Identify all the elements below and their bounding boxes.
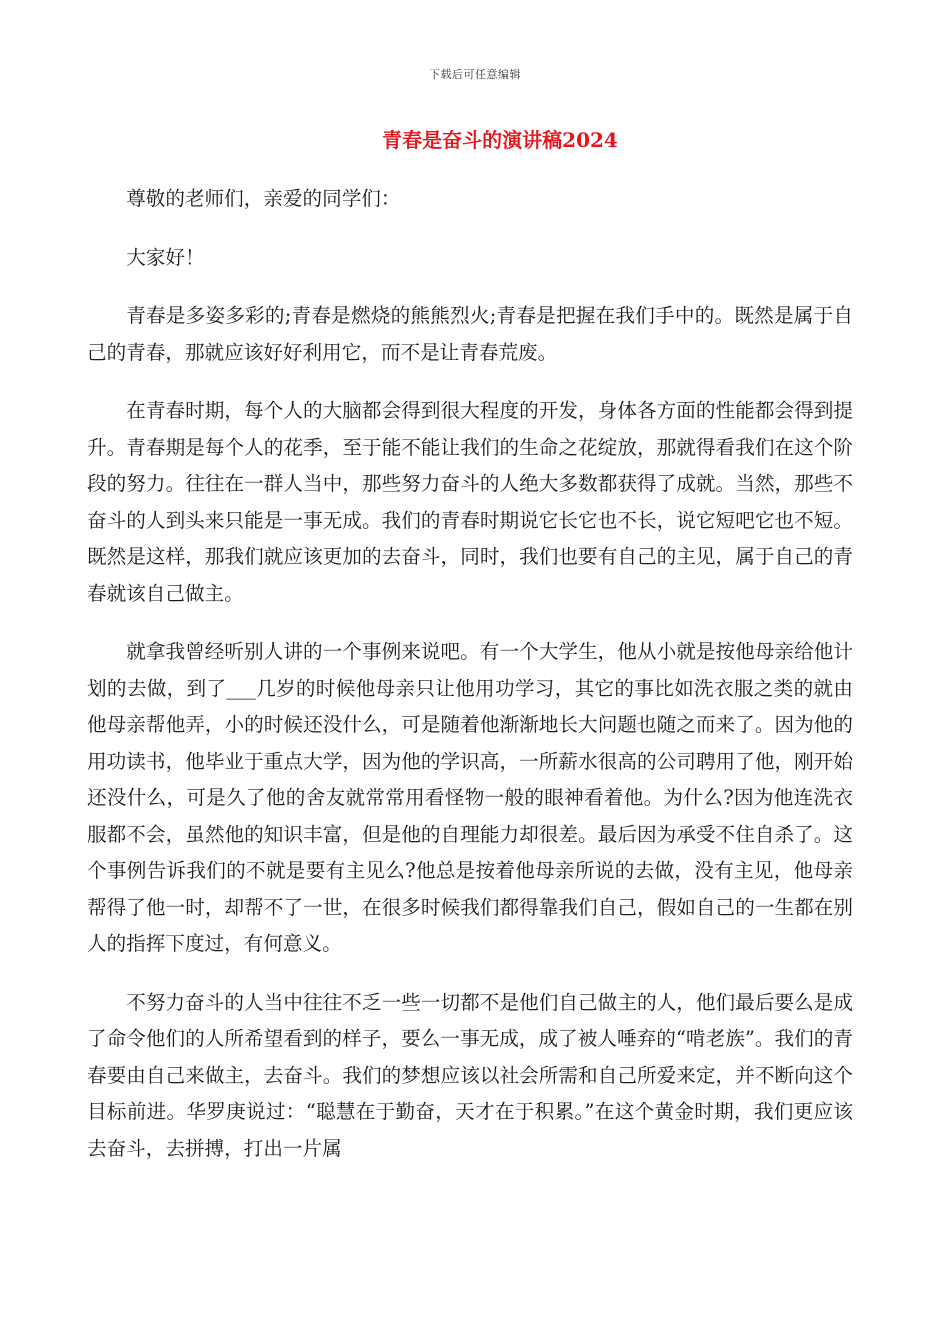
body-paragraph: 就拿我曾经听别人讲的一个事例来说吧。有一个大学生，他从小就是按他母亲给他计划的去做，到了___几岁的时候他母亲只让他用功学习，其它的事比如洗衣服之类的就由他母亲帮他弄，小的时候还没什么，可是随着他渐渐地长大问题也随之而来了。因为他的用功读书，他毕业于重点大学，因为他的学识高，一所薪水很高的公司聘用了他，刚开始还没什么，可是久了他的舍友就常常用看怪物一般的眼神看着他。为什么?因为他连洗衣服都不会，虽然他的知识丰富，但是他的自理能力却很差。最后因为承受不住自杀了。这个事例告诉我们的不就是要有主见么?他总是按着他母亲所说的去做，没有主见，他母亲帮得了他一时，却帮不了一世，在很多时候我们都得靠我们自己，假如自己的一生都在别人的指挥下度过，有何意义。 <box>87 640 853 955</box>
body-paragraph: 不努力奋斗的人当中往往不乏一些一切都不是他们自己做主的人，他们最后要么是成了命令他们的人所希望看到的样子，要么一事无成，成了被人唾弃的“啃老族”。我们的青春要由自己来做主，去奋斗。我们的梦想应该以社会所需和自己所爱来定，并不断向这个目标前进。华罗庚说过：“聪慧在于勤奋，天才在于积累。”在这个黄金时期，我们更应该去奋斗，去拼搏，打出一片属 <box>87 990 853 1160</box>
greeting: 大家好！ <box>126 245 205 269</box>
document-body <box>87 181 853 1189</box>
body-paragraph: 在青春时期，每个人的大脑都会得到很大程度的开发，身体各方面的性能都会得到提升。青春期是每个人的花季，至于能不能让我们的生命之花绽放，那就得看我们在这个阶段的努力。往往在一群人当中，那些努力奋斗的人绝大多数都获得了成就。当然，那些不奋斗的人到头来只能是一事无成。我们的青春时期说它长它也不长，说它短吧它也不短。既然是这样，那我们就应该更加的去奋斗，同时，我们也要有自己的主见，属于自己的青春就该自己做主。 <box>87 399 853 605</box>
salutation: 尊敬的老师们，亲爱的同学们： <box>126 187 401 210</box>
header-note: 下载后可任意编辑 <box>429 68 521 81</box>
body-paragraph: 青春是多姿多彩的;青春是燃烧的熊熊烈火;青春是把握在我们手中的。既然是属于自己的青春，那就应该好好利用它，而不是让青春荒废。 <box>87 304 853 364</box>
document-title: 青春是奋斗的演讲稿2024 <box>382 128 618 152</box>
